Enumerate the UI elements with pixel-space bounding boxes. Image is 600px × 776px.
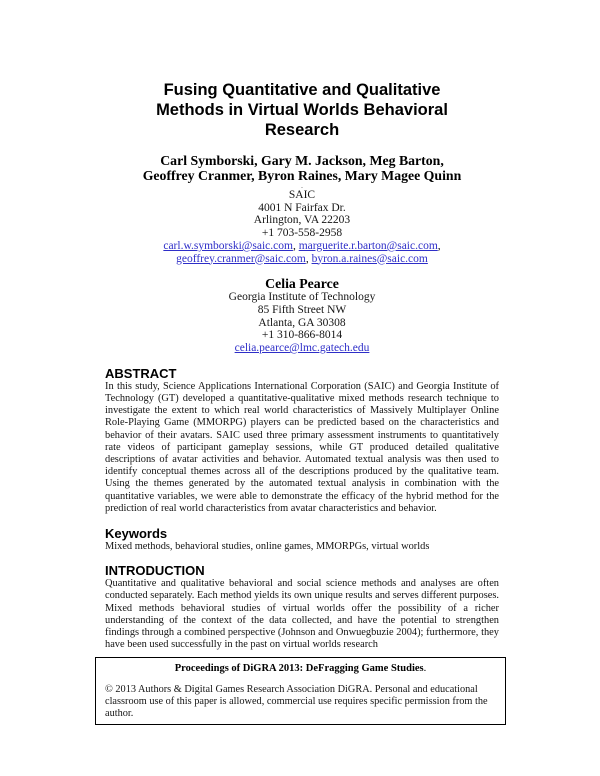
gt-email-line	[105, 342, 499, 355]
gt-phone: +1 310-866-8014	[261, 329, 343, 342]
paper-title-line-2: Methods in Virtual Worlds Behavioral	[156, 101, 448, 119]
abstract-text: In this study, Science Applications International Corporation (SAIC) and Georgia Institute of Technology (GT) developed a quantitative-qualitative mixed methods research technique to investigate the extent to which real world characteristics of Massively Multiplayer Online Role-Playing Game (MMORPG) players can be predicted based on the characteristics and behavior of their avatars. SAIC used three primary assessment instruments to quantitatively rate videos of participant gameplay sessions, while GT produced detailed qualitative descriptions of avatar activities and behavior. Automated textual analysis was then used to identify conceptual themes across all of the descriptions produced by the qualitative team. Using the themes generated by the automated textual analysis in combination with the quantitative variables, we were able to demonstrate the efficacy of the hybrid method for the prediction of real world characteristics from avatar characteristics and behavior.	[105, 380, 499, 514]
keywords-heading: Keywords	[105, 525, 168, 541]
proceedings-line	[105, 662, 496, 675]
authors-saic-line-2: Geoffrey Cranmer, Byron Raines, Mary Magee Quinn	[142, 168, 462, 183]
introduction-heading: INTRODUCTION	[105, 563, 205, 579]
affiliation-saic: SAIC	[288, 189, 316, 201]
saic-address-line-2: Arlington, VA 22203	[253, 214, 351, 227]
paper-title-line-3: Research	[264, 121, 340, 139]
email-link-pearce[interactable]: celia.pearce@lmc.gatech.edu	[234, 342, 370, 355]
paper-title	[105, 80, 499, 140]
author-celia-pearce: Celia Pearce	[265, 276, 339, 292]
keywords-text: Mixed methods, behavioral studies, online games, MMORPGs, virtual worlds	[105, 540, 430, 552]
email-separator: ,	[305, 252, 312, 265]
authors-saic	[105, 153, 499, 183]
email-line-end-comma: ,	[437, 239, 441, 252]
affiliation-gt: Georgia Institute of Technology	[228, 291, 376, 304]
saic-phone: +1 703-558-2958	[261, 227, 343, 240]
email-separator: ,	[292, 239, 299, 252]
proceedings-title: Proceedings of DiGRA 2013: DeFragging Game Studies	[174, 663, 424, 675]
affiliation-block-saic	[105, 189, 499, 265]
email-link-raines[interactable]: byron.a.raines@saic.com	[311, 252, 428, 265]
footer-box	[95, 657, 506, 725]
affiliation-block-gt	[105, 291, 499, 355]
email-link-cranmer[interactable]: geoffrey.cranmer@saic.com	[176, 252, 306, 265]
email-link-barton[interactable]: marguerite.r.barton@saic.com	[298, 239, 438, 252]
gt-address-line-2: Atlanta, GA 30308	[258, 316, 346, 329]
authors-saic-line-1: Carl Symborski, Gary M. Jackson, Meg Barton,	[160, 153, 444, 168]
content-column	[105, 0, 499, 725]
email-link-symborski[interactable]: carl.w.symborski@saic.com	[163, 239, 293, 252]
gt-address-line-1: 85 Fifth Street NW	[257, 303, 347, 316]
introduction-text: Quantitative and qualitative behavioral and social science methods and analyses are often conducted separately. Each method yields its own unique results and serves different purposes. Mixed methods behavioral studies of virtual worlds offer the possibility of a richer understanding of the context of the data collected, and have the potential to strengthen findings through a combined perspective (Johnson and Onwuegbuzie 2004); furthermore, they have been used successfully in the past on virtual worlds research	[105, 578, 499, 651]
stray-dot: .	[301, 182, 303, 190]
paper-title-line-1: Fusing Quantitative and Qualitative	[163, 81, 441, 99]
saic-email-line-2	[105, 253, 499, 266]
abstract-heading: ABSTRACT	[105, 365, 177, 381]
proceedings-period: .	[423, 663, 427, 675]
copyright-text: © 2013 Authors & Digital Games Research Association DiGRA. Personal and educational classroom use of this paper is allowed, commercial use requires specific permission from the author.	[105, 684, 488, 719]
saic-email-line-1	[105, 240, 499, 253]
saic-address-line-1: 4001 N Fairfax Dr.	[258, 201, 346, 214]
